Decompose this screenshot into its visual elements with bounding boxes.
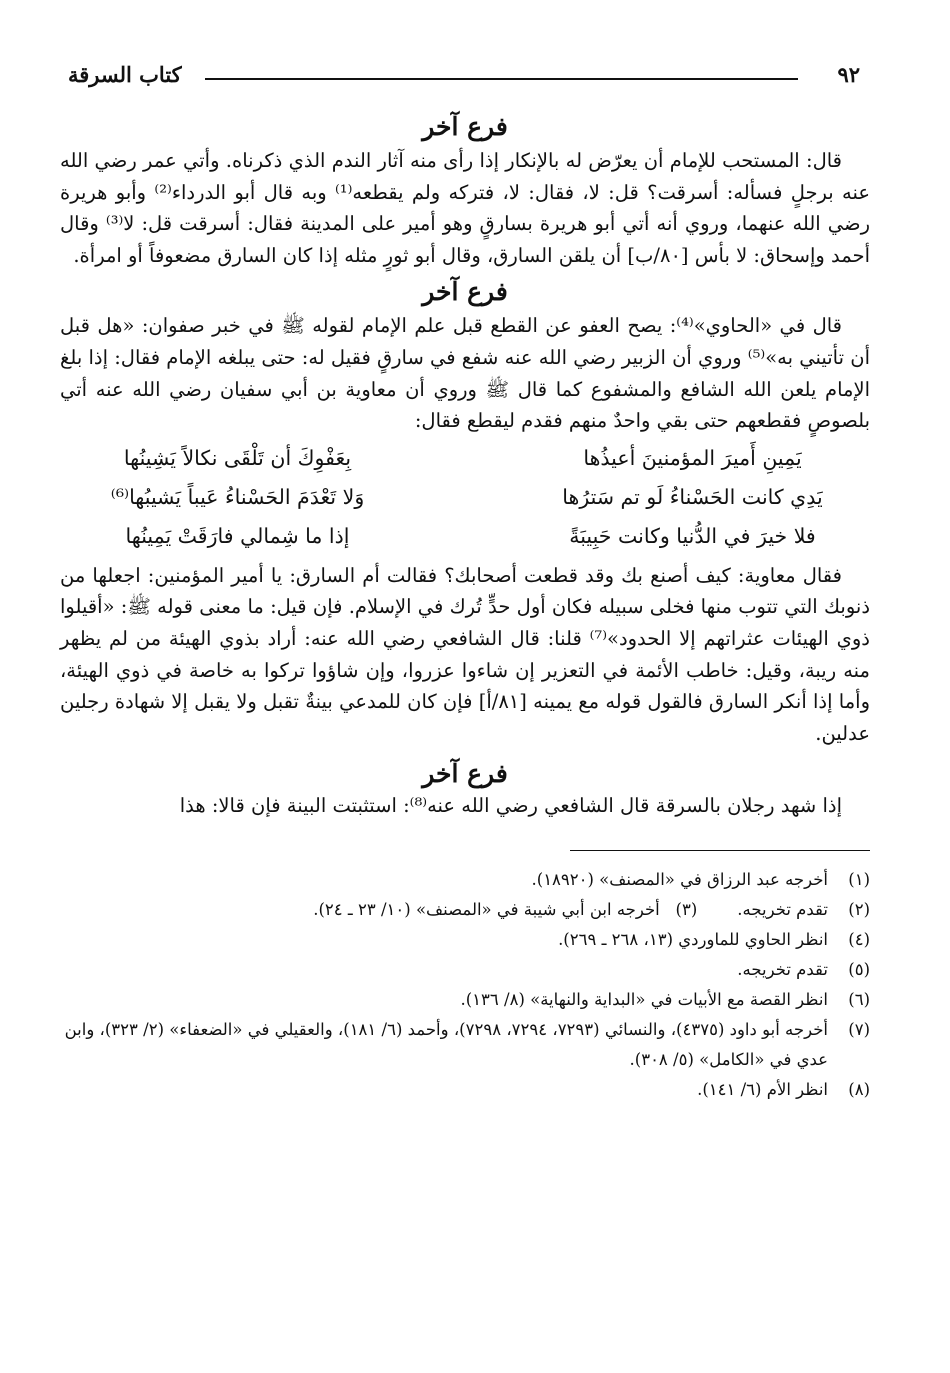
book-title: كتاب السرقة	[68, 62, 182, 87]
footnote-text: تقدم تخريجه.	[737, 959, 828, 979]
footnote-text: أخرجه أبو داود (٤٣٧٥)، والنسائي (٧٢٩٣، ٧٢٩٤، ٧٢٩٨)، وأحمد (٦/ ١٨١)، والعقيلي في «الضعفاء» (٢/ ٣٢٣)، وابن عدي في «الكامل» (٥/ ٣٠٨).	[64, 1019, 828, 1069]
section-title: فرع آخر	[422, 277, 508, 307]
footnote	[60, 985, 870, 1015]
footnote-text: انظر الحاوي للماوردي (١٣، ٢٦٨ ـ ٢٦٩).	[558, 929, 828, 949]
footnotes	[60, 865, 870, 1105]
footnote-number: (٢)	[848, 899, 870, 919]
footnote-text: أخرجه عبد الرزاق في «المصنف» (١٨٩٢٠).	[531, 869, 828, 889]
footnote-number: (٥)	[848, 959, 870, 979]
paragraph: قال في «الحاوي»⁽⁴⁾: يصح العفو عن القطع قبل علم الإمام لقوله ﷺ في خبر صفوان: «هل قبل أن تأتيني به»⁽⁵⁾ وروي أن الزبير رضي الله عنه شفع في سارقٍ فقيل له: حتى يبلغه الإمام فقال: إذا بلغ الإمام يلعن الله الشافع والمشفوع كما قال ﷺ وروي أن معاوية بن أبي سفيان رضي الله عنه أتي بلصوصٍ فقطعهم حتى بقي واحدٌ منهم فقدم ليقطع فقال:	[60, 314, 870, 433]
footnote-number: (١)	[848, 869, 870, 889]
verse-first-hemistich: فلا خيرَ في الدُّنيا وكانت حَبِيبَةً	[569, 523, 816, 548]
header-rule	[205, 78, 798, 80]
main-text	[60, 112, 870, 1105]
footnote	[60, 925, 870, 955]
footnote-text: انظر القصة مع الأبيات في «البداية والنهاية» (٨/ ١٣٦).	[460, 989, 828, 1009]
paragraph: قال: المستحب للإمام أن يعرّض له بالإنكار إذا رأى منه آثار الندم الذي ذكرناه. وأتي عمر رضي الله عنه برجلٍ فسأله: أسرقت؟ قل: لا، فقال: لا، فتركه ولم يقطعه⁽¹⁾ وبه قال أبو الدرداء⁽²⁾ وأبو هريرة رضي الله عنهما، وروي أنه أتي أبو هريرة بسارقٍ وهو أمير على المدينة فقال: أسرقت قل: لا⁽³⁾ وقال أحمد وإسحاق: لا بأس [٨٠/ب] أن يلقن السارق، وقال أبو ثورٍ مثله إذا كان السارق مضعوفاً أو امرأة.	[60, 149, 871, 267]
footnote	[60, 895, 870, 925]
footnote-number: (٣)	[675, 899, 698, 919]
footnote-number: (٦)	[848, 989, 870, 1009]
verse-first-hemistich: يَدِي كانت الحَسْناءُ لَو تم سَترُها	[562, 484, 823, 509]
poem-verse	[60, 439, 870, 478]
footnote	[60, 1075, 870, 1105]
poem	[60, 439, 870, 556]
verse-second-hemistich: إذا ما شِمالي فارَقَتْ يَمِينُها	[125, 523, 350, 548]
paragraph: فقال معاوية: كيف أصنع بك وقد قطعت أصحابك؟ فقالت أم السارق: يا أمير المؤمنين: اجعلها من ذنوبك التي تتوب منها فخلى سبيله فكان أول حدٍّ تُرك في الإسلام. فإن قيل: ما معنى قوله ﷺ: «أقيلوا ذوي الهيئات عثراتهم إلا الحدود»⁽⁷⁾ قلنا: قال الشافعي رضي الله عنه: أراد بذوي الهيئة من لم يظهر منه ريبة، وقيل: خاطب الأئمة في التعزير إن شاءوا عزروا، وإن شاؤوا تركوا به خاصة في ذوي الهيئة، وأما إذا أنكر السارق فالقول قوله مع يمينه [٨١/أ] فإن كان للمدعي بينةٌ تقبل ولا يقبل إلا شهادة رجلين عدلين.	[60, 563, 870, 745]
poem-verse	[60, 517, 870, 556]
paragraph: إذا شهد رجلان بالسرقة قال الشافعي رضي الله عنه⁽⁸⁾: استثبتت البينة فإن قالا: هذا	[179, 794, 842, 818]
footnote-text: انظر الأم (٦/ ١٤١).	[697, 1079, 828, 1099]
footnote	[60, 1015, 870, 1075]
footnote-text: أخرجه ابن أبي شيبة في «المصنف» (١٠/ ٢٣ ـ ٢٤).	[313, 899, 660, 919]
section-title: فرع آخر	[422, 112, 508, 141]
footnote	[60, 955, 870, 985]
running-header	[60, 62, 870, 98]
footnote-number: (٧)	[848, 1019, 870, 1039]
verse-first-hemistich: يَمِينِ أَميرَ المؤمنينَ أعيذُها	[583, 445, 802, 470]
book-page	[60, 40, 870, 1340]
page-number: ٩٢	[837, 62, 860, 87]
footnote-number: (٨)	[848, 1079, 870, 1099]
section-title: فرع آخر	[422, 759, 508, 789]
footnote-number: (٤)	[848, 929, 870, 949]
footnote	[60, 865, 870, 895]
verse-second-hemistich: وَلا تَعْدَمَ الحَسْناءُ عَيباً يَشيبُها⁽⁶⁾	[110, 484, 365, 509]
footnote-rule	[570, 850, 870, 851]
poem-verse	[60, 478, 870, 517]
footnote-text: تقدم تخريجه.	[737, 899, 828, 919]
verse-second-hemistich: بِعَفْوِكَ أن تَلْقَى نكالاً يَشِينُها	[123, 445, 352, 470]
